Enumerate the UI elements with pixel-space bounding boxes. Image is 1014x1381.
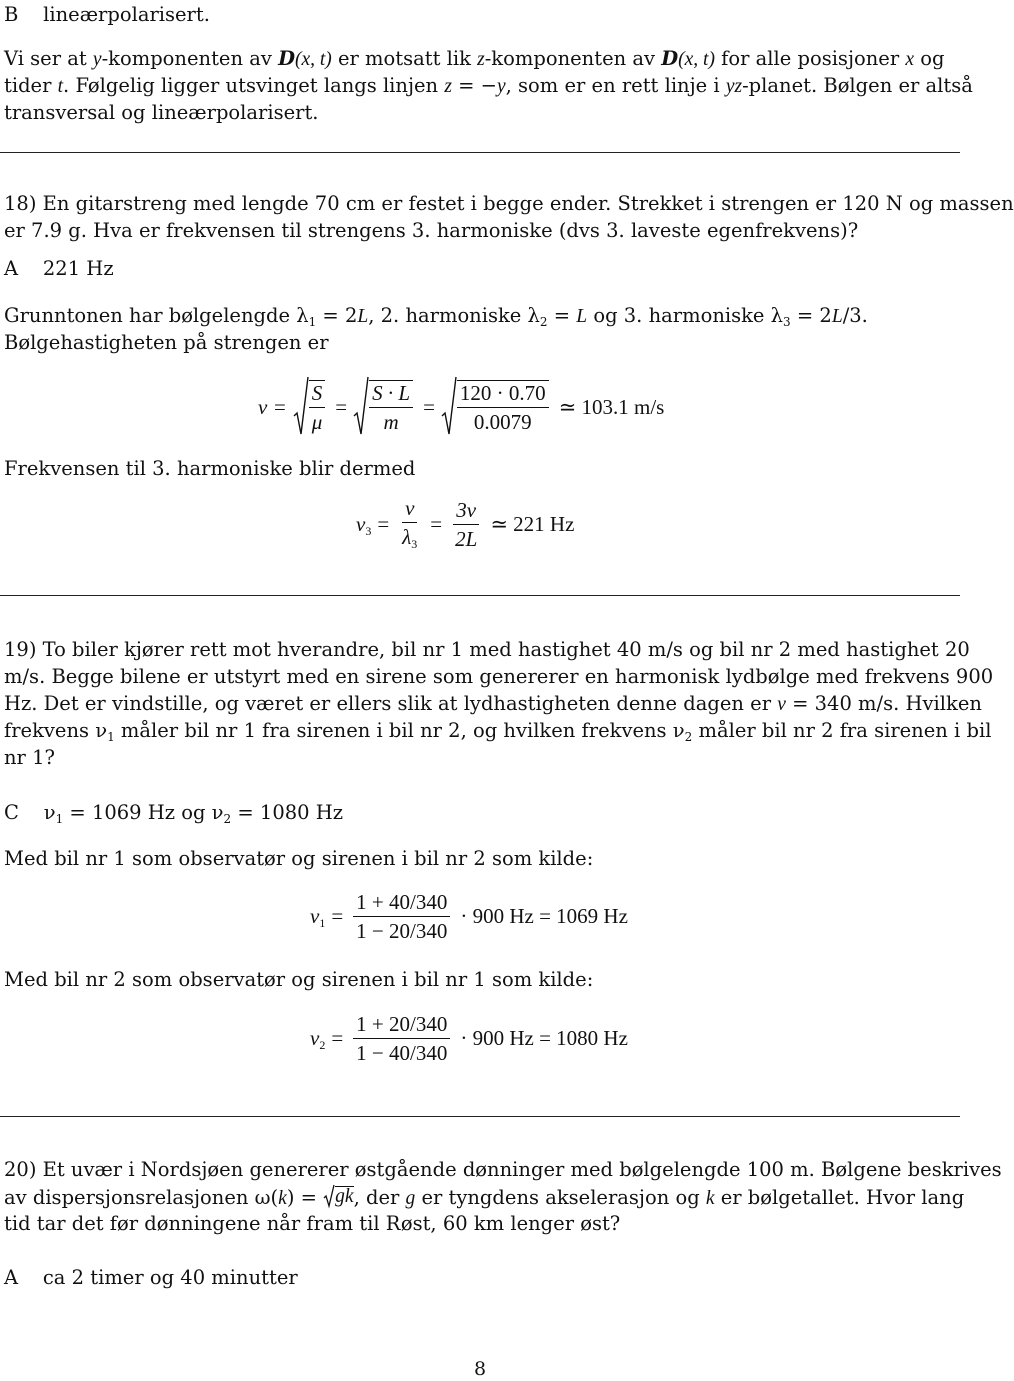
q19-solution-line-1: Med bil nr 1 som observatør og sirenen i bil nr 2 som kilde: (4, 847, 594, 870)
q18-question-line-1: 18) En gitarstreng med lengde 70 cm er festet i begge ender. Strekket i strengen er 120 N og massen (4, 192, 1014, 215)
q19-question-line-2: m/s. Begge bilene er utstyrt med en sirene som genererer en harmonisk lydbølge med frekvens 900 (4, 665, 994, 688)
answer-text: lineærpolarisert. (43, 3, 210, 26)
q20-question-line-3: tid tar det før dønningene når fram til Røst, 60 km lenger øst? (4, 1212, 621, 1235)
sqrt-symbol: gk (323, 1184, 353, 1208)
q18-question-line-2: er 7.9 g. Hva er frekvensen til strengens 3. harmoniske (dvs 3. laveste egenfrekvens)? (4, 219, 859, 242)
answer-text: ca 2 timer og 40 minutter (42, 1266, 298, 1289)
q19-question-line-4: frekvens $\nu_1$ måler bil nr 1 fra sirenen i bil nr 2, og hvilken frekvens $\nu_2$ måler bil nr 2 fra sirenen i bil (4, 719, 992, 744)
q18-solution-line-3: Frekvensen til 3. harmoniske blir dermed (4, 457, 416, 480)
q19-answer: C $\nu_1 = 1069$ Hz og $\nu_2 = 1080$ Hz (4, 801, 344, 826)
answer-letter: B (4, 3, 19, 26)
q19-equation-nu2: ν2 = $\frac{1 + 20/340}{1 - 40/340}$ · 900 Hz = 1080 Hz (310, 1012, 628, 1065)
divider (0, 595, 960, 596)
q19-question-line-3: Hz. Det er vindstille, og været er ellers slik at lydhastigheten denne dagen er v = 340 m/s. Hvilken (4, 692, 982, 715)
sqrt-symbol: $\frac{120 \cdot 0.70}{0.0079}$ (441, 376, 553, 438)
q18-answer (4, 256, 114, 282)
page-number: 8 (473, 1358, 487, 1380)
sqrt-symbol: $\frac{S}{\mu}$ (293, 376, 330, 438)
q18-equation-velocity: v = $\frac{S}{\mu}$ = $\frac{S \cdot L}{m}$ = $\frac{120 \cdot 0.70}{0.0079}$ ≃ 103.1 m/s (258, 376, 664, 438)
divider (0, 1116, 960, 1117)
sqrt-symbol: $\frac{S \cdot L}{m}$ (353, 376, 417, 438)
divider (0, 152, 960, 153)
q18-equation-frequency: ν3 = $\frac{v}{\lambda 3}$ = $\frac{3v}{2L}$ ≃ 221 Hz (356, 496, 575, 551)
q20-question-line-2: av dispersjonsrelasjonen ω(k) = gk , der g er tyngdens akselerasjon og k er bølgetallet. Hvor lang (4, 1185, 965, 1209)
q19-question-line-5: nr 1? (4, 746, 55, 769)
q17-solution-line-1: Vi ser at y-komponenten av D(x, t) er motsatt lik z-komponenten av D(x, t) for alle posisjoner x og (4, 47, 945, 70)
q19-equation-nu1: ν1 = $\frac{1 + 40/340}{1 - 20/340}$ · 900 Hz = 1069 Hz (310, 890, 628, 943)
q18-solution-line-1: Grunntonen har bølgelengde $\lambda_1 = 2L$, 2. harmoniske $\lambda_2 = L$ og 3. harmoniske $\lambda_3 = 2L/3$. (4, 304, 868, 329)
q20-question-line-1: 20) Et uvær i Nordsjøen genererer østgående dønninger med bølgelengde 100 m. Bølgene beskrives (4, 1158, 1002, 1181)
q19-solution-line-2: Med bil nr 2 som observatør og sirenen i bil nr 1 som kilde: (4, 968, 594, 991)
q17-solution-line-3: transversal og lineærpolarisert. (4, 101, 319, 124)
q17-solution-line-2: tider t. Følgelig ligger utsvinget langs linjen z = −y, som er en rett linje i yz-planet. Bølgen er altså (4, 74, 973, 97)
answer-text: 221 Hz (42, 257, 114, 280)
q19-question-line-1: 19) To biler kjører rett mot hverandre, bil nr 1 med hastighet 40 m/s og bil nr 2 med hastighet 20 (4, 638, 970, 661)
q18-solution-line-2: Bølgehastigheten på strengen er (4, 331, 329, 354)
answer-letter: C (4, 801, 19, 824)
q17-answer (4, 2, 210, 28)
answer-letter: A (4, 1266, 19, 1289)
answer-letter: A (4, 257, 19, 280)
q20-answer (4, 1265, 298, 1291)
